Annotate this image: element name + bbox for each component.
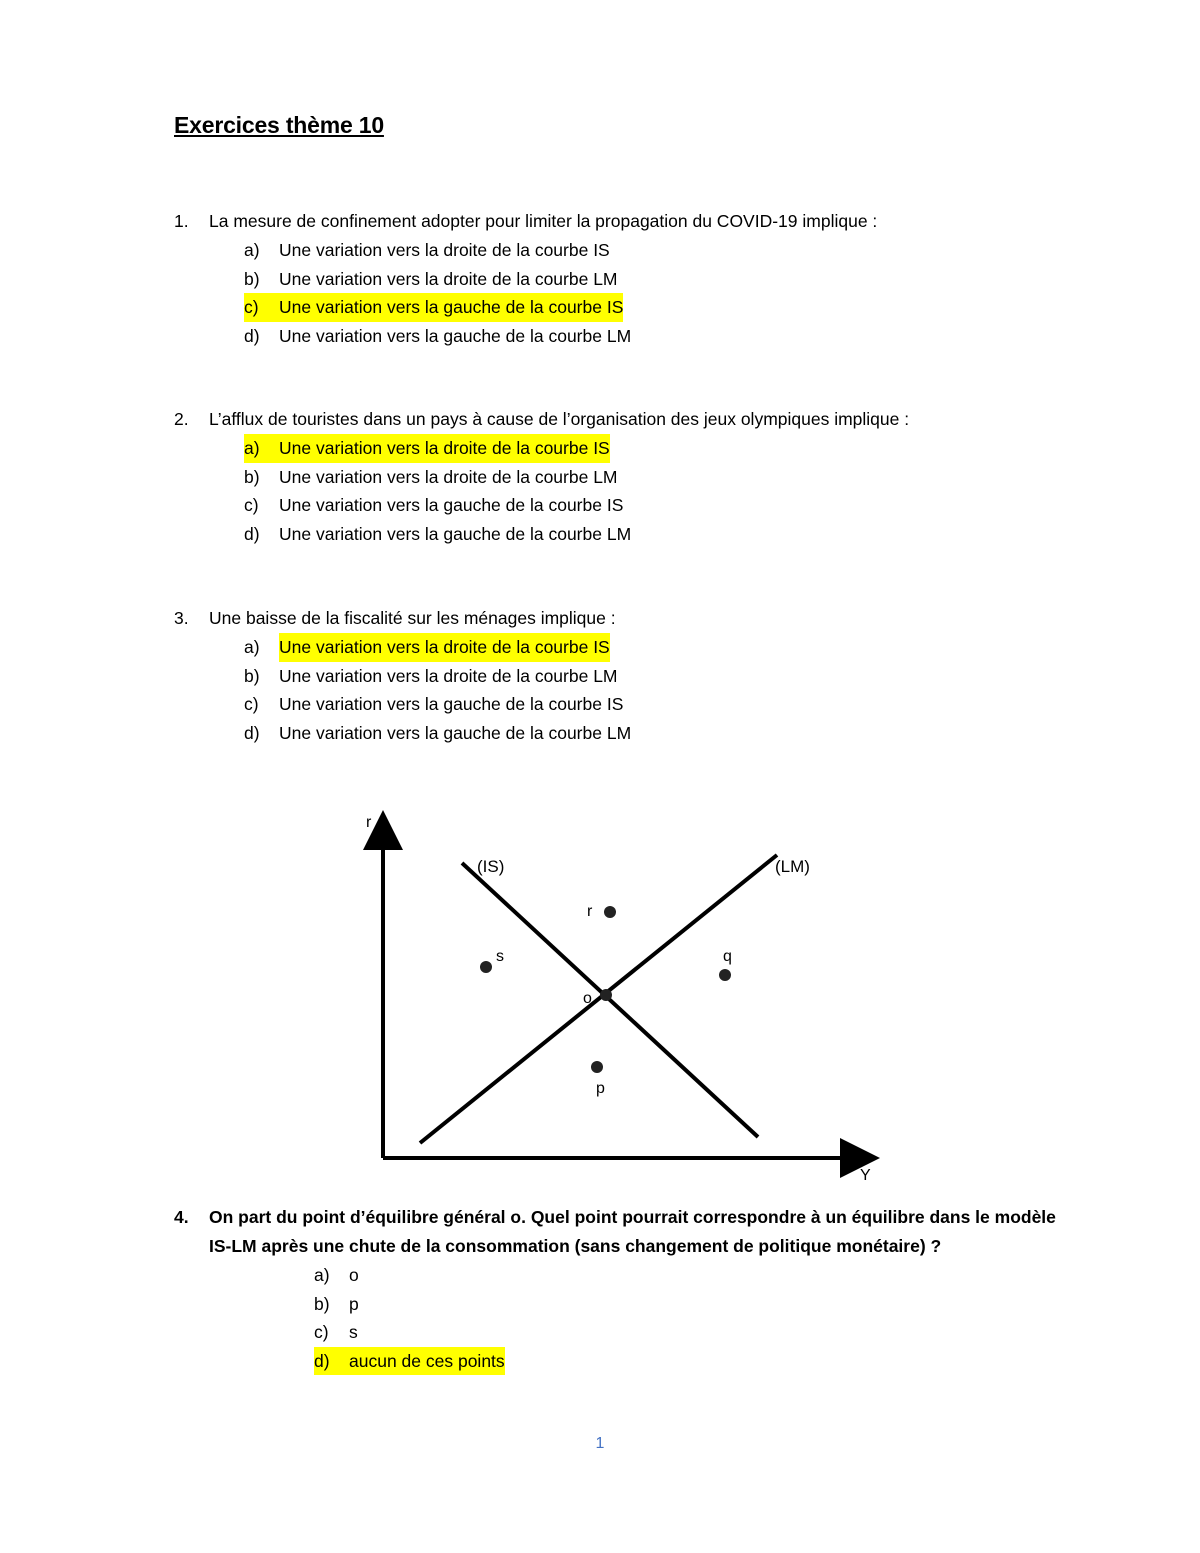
- option-highlighted: [244, 293, 1074, 322]
- question-number: 2.: [174, 409, 189, 429]
- option-letter: b): [244, 466, 260, 487]
- option-letter: b): [244, 665, 260, 686]
- option-highlighted: [244, 633, 1074, 662]
- option-text: Une variation vers la droite de la courbe LM: [279, 665, 618, 686]
- option-text: aucun de ces points: [349, 1350, 505, 1371]
- page-title: Exercices thème 10: [174, 112, 384, 138]
- option-text: o: [349, 1265, 359, 1285]
- option-letter: b): [314, 1293, 330, 1314]
- point-q-label: q: [723, 948, 732, 965]
- option: [244, 520, 1074, 549]
- option: [314, 1261, 1074, 1290]
- option-letter: a): [244, 438, 260, 458]
- option-text: Une variation vers la droite de la courbe LM: [279, 466, 618, 487]
- point-s-label: s: [496, 948, 504, 965]
- option-text: s: [349, 1322, 358, 1342]
- question-1: [174, 207, 1074, 350]
- option-text: Une variation vers la gauche de la courbe LM: [279, 722, 632, 743]
- is-curve-label: (IS): [477, 857, 505, 876]
- question-number: 3.: [174, 608, 189, 628]
- point-o: [600, 989, 612, 1001]
- option-text: Une variation vers la droite de la courbe IS: [279, 438, 610, 458]
- option-text: p: [349, 1293, 359, 1314]
- is-lm-diagram: [340, 805, 900, 1195]
- y-axis-label: r: [366, 814, 372, 831]
- option: [244, 719, 1074, 748]
- option-text: Une variation vers la gauche de la courbe LM: [279, 523, 632, 544]
- option-text: Une variation vers la droite de la courbe IS: [279, 633, 610, 662]
- option: [244, 236, 1074, 265]
- option-letter: d): [314, 1350, 330, 1371]
- question-3: [174, 604, 1074, 747]
- option: [244, 463, 1074, 492]
- option: [244, 690, 1074, 719]
- option-letter: a): [244, 637, 260, 657]
- option-letter: c): [244, 694, 259, 714]
- option: [244, 265, 1074, 294]
- option-letter: b): [244, 268, 260, 289]
- option: [244, 491, 1074, 520]
- lm-curve: [420, 855, 777, 1143]
- option-text: Une variation vers la gauche de la courbe IS: [279, 297, 624, 317]
- option: [244, 662, 1074, 691]
- point-p-label: p: [596, 1080, 605, 1097]
- option-letter: d): [244, 325, 260, 346]
- option-letter: a): [314, 1265, 330, 1285]
- option-text: Une variation vers la gauche de la courbe IS: [279, 694, 624, 714]
- question-number: 4.: [174, 1207, 189, 1227]
- point-s: [480, 961, 492, 973]
- question-text: Une baisse de la fiscalité sur les ménages implique :: [209, 608, 616, 628]
- option-letter: c): [244, 297, 259, 317]
- option-letter: c): [244, 495, 259, 515]
- option-text: Une variation vers la gauche de la courbe LM: [279, 325, 632, 346]
- point-r-label: r: [587, 903, 593, 920]
- option: [244, 322, 1074, 351]
- option-letter: a): [244, 240, 260, 260]
- question-text: La mesure de confinement adopter pour limiter la propagation du COVID-19 implique :: [209, 211, 878, 231]
- question-4: [174, 1203, 1074, 1375]
- point-o-label: o: [583, 990, 592, 1007]
- point-p: [591, 1061, 603, 1073]
- question-2: [174, 405, 1074, 548]
- option-letter: d): [244, 722, 260, 743]
- lm-curve-label: (LM): [775, 857, 810, 876]
- x-axis-label: Y: [860, 1167, 871, 1184]
- option-text: Une variation vers la droite de la courbe IS: [279, 240, 610, 260]
- point-q: [719, 969, 731, 981]
- page-number: 1: [595, 1435, 605, 1452]
- option-highlighted: [314, 1347, 1074, 1376]
- option-highlighted: [244, 434, 1074, 463]
- option-text: Une variation vers la droite de la courbe LM: [279, 268, 618, 289]
- option-letter: d): [244, 523, 260, 544]
- point-r: [604, 906, 616, 918]
- option: [314, 1290, 1074, 1319]
- option-letter: c): [314, 1322, 329, 1342]
- question-text: On part du point d’équilibre général o. Quel point pourrait correspondre à un équilibre dans le modèle IS-LM après une chute de la consommation (sans changement de politique monétaire) ?: [209, 1207, 1056, 1256]
- option-text: Une variation vers la gauche de la courbe IS: [279, 495, 624, 515]
- question-text: L’afflux de touristes dans un pays à cause de l’organisation des jeux olympiques implique :: [209, 409, 910, 429]
- option: [314, 1318, 1074, 1347]
- question-number: 1.: [174, 211, 189, 231]
